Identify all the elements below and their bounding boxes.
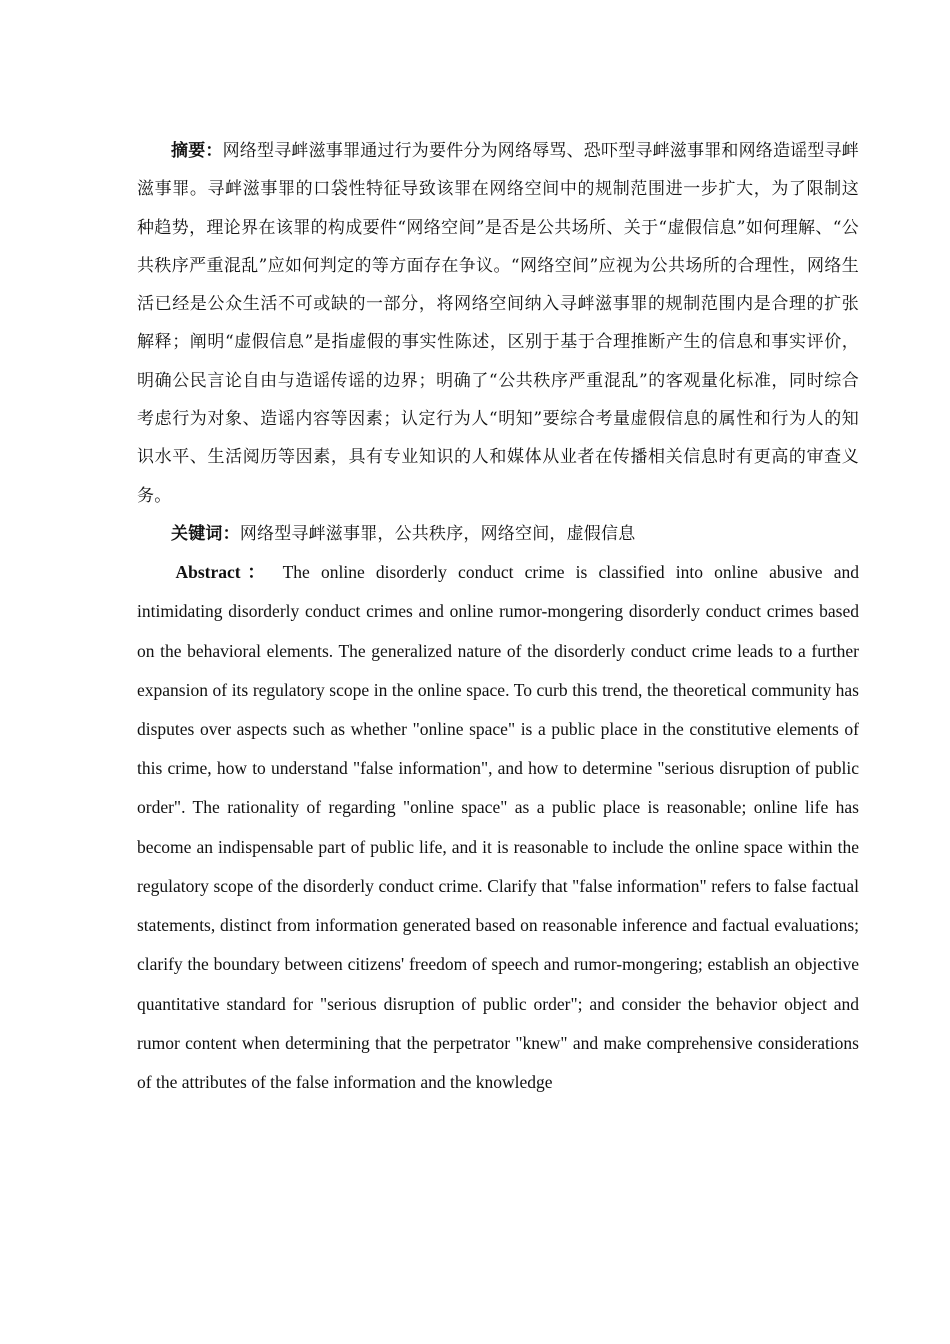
abstract-en-paragraph [137, 553, 859, 1102]
abstract-cn-label: 摘要： [171, 141, 223, 161]
abstract-en-label: Abstract： [175, 562, 272, 583]
document-page [137, 132, 859, 1102]
keywords-cn-label: 关键词： [171, 523, 240, 544]
abstract-cn-text: 网络型寻衅滋事罪通过行为要件分为网络辱骂、恐吓型寻衅滋事罪和网络造谣型寻衅滋事罪。寻衅滋事罪的口袋性特征导致该罪在网络空间中的规制范围进一步扩大，为了限制这种趋势，理论界在该罪的构成要件“网络空间”是否是公共场所、关于“虚假信息”如何理解、“公共秩序严重混乱”应如何判定的等方面存在争议。“网络空间”应视为公共场所的合理性，网络生活已经是公众生活不可或缺的一部分，将网络空间纳入寻衅滋事罪的规制范围内是合理的扩张解释；阐明“虚假信息”是指虚假的事实性陈述，区别于基于合理推断产生的信息和事实评价，明确公民言论自由与造谣传谣的边界；明确了“公共秩序严重混乱”的客观量化标准，同时综合考虑行为对象、造谣内容等因素；认定行为人“明知”要综合考量虚假信息的属性和行为人的知识水平、生活阅历等因素，具有专业知识的人和媒体从业者在传播相关信息时有更高的审查义务。 [137, 141, 860, 506]
keywords-cn-text: 网络型寻衅滋事罪，公共秩序，网络空间，虚假信息 [239, 523, 636, 544]
abstract-cn-paragraph [137, 132, 859, 515]
keywords-cn-paragraph [137, 515, 859, 553]
abstract-en-text: The online disorderly conduct crime is classified into online abusive and intimidating disorderly conduct crimes and online rumor-mongering disorderly conduct crimes based on the behavioral elements. The generalized nature of the disorderly conduct crime leads to a further expansion of its regulatory scope in the online space. To curb this trend, the theoretical community has disputes over aspects such as whether "online space" is a public place in the constitutive elements of this crime, how to understand "false information", and how to determine "serious disruption of public order". The rationality of regarding "online space" as a public place is reasonable; online life has become an indispensable part of public life, and it is reasonable to include the online space within the regulatory scope of the disorderly conduct crime. Clarify that "false information" refers to false factual statements, distinct from information generated based on reasonable inference and factual evaluations; clarify the boundary between citizens' freedom of speech and rumor-mongering; establish an objective quantitative standard for "serious disruption of public order"; and consider the behavior object and rumor content when determining that the perpetrator "knew" and make comprehensive considerations of the attributes of the false information and the knowledge [137, 562, 859, 1092]
